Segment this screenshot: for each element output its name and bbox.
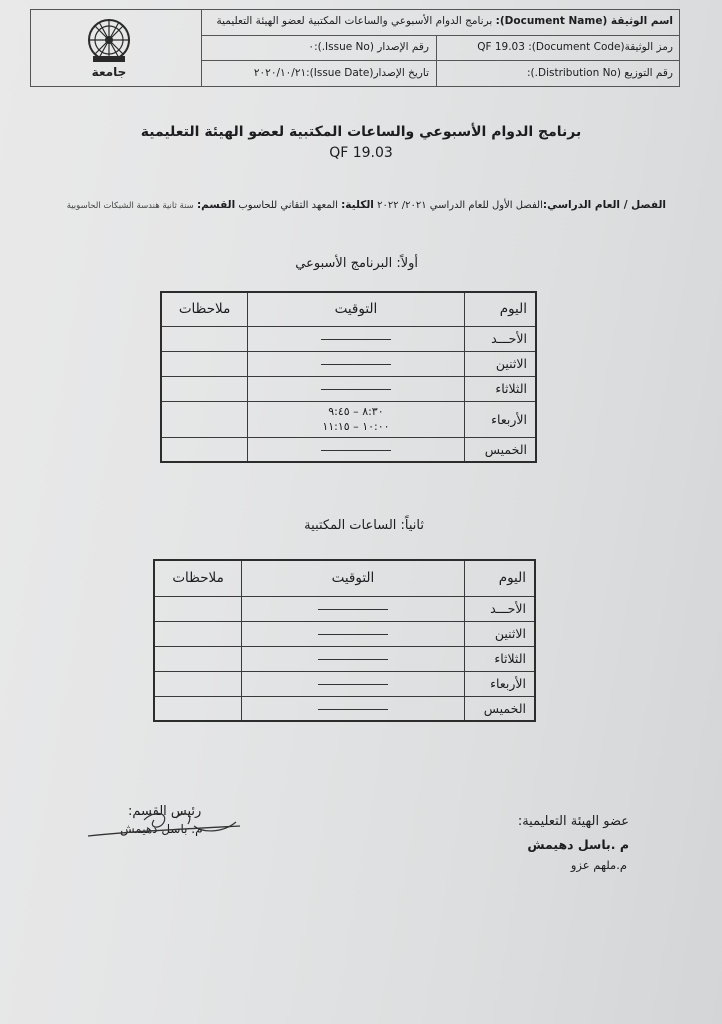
table-row: [161, 376, 536, 401]
empty-time-line: [321, 450, 391, 451]
table-row: [161, 351, 536, 376]
notes-cell: [154, 621, 242, 646]
day-cell: الاثنين: [464, 621, 535, 646]
office-hours-table: [153, 559, 536, 722]
table-row: [154, 671, 535, 696]
empty-time-line: [318, 659, 388, 660]
notes-cell: [154, 646, 242, 671]
handwritten-signature-icon: [84, 808, 254, 848]
distribution-row: [527, 67, 673, 79]
time-cell: [248, 326, 465, 351]
column-header-day: اليوم: [464, 292, 536, 326]
day-cell: الثلاثاء: [464, 376, 536, 401]
empty-time-line: [321, 364, 391, 365]
notes-cell: [161, 401, 248, 437]
notes-cell: [154, 671, 242, 696]
table-row: [154, 646, 535, 671]
notes-cell: [161, 326, 248, 351]
table-row: [161, 401, 536, 437]
notes-cell: [154, 696, 242, 721]
document-header-table: [30, 9, 680, 87]
table-row: [154, 621, 535, 646]
table-row: [161, 437, 536, 462]
issue-date-row: [254, 67, 429, 79]
doc-name-row: [216, 15, 673, 27]
doc-name-value: برنامج الدوام الأسبوعي والساعات المكتبية لعضو الهيئة التعليمية: [216, 15, 493, 27]
dept-value: سنة ثانية هندسة الشبكات الحاسوبية: [66, 201, 194, 211]
time-cell: [248, 401, 465, 437]
doc-code-value: QF 19.03: [477, 41, 525, 53]
time-cell: [242, 621, 465, 646]
day-cell: الأحـــد: [464, 326, 536, 351]
dept-label: القسم:: [196, 199, 236, 211]
day-cell: الأربعاء: [464, 671, 535, 696]
empty-time-line: [318, 709, 388, 710]
college-label: الكلية:: [341, 199, 374, 211]
empty-time-line: [318, 609, 388, 610]
issue-date-value: ٢٠٢٠/١٠/٢١: [253, 67, 307, 79]
time-cell: [248, 351, 465, 376]
notes-cell: [154, 596, 242, 621]
empty-time-line: [318, 634, 388, 635]
day-cell: الثلاثاء: [464, 646, 535, 671]
issue-no-value: ٠: [308, 41, 315, 53]
time-cell: [242, 596, 465, 621]
notes-cell: [161, 437, 248, 462]
head-name: م. باسل دهيمش: [120, 822, 203, 836]
issue-date-label: تاريخ الإصدار(Issue Date):: [306, 67, 429, 79]
table-row: [161, 326, 536, 351]
issue-no-row: [308, 41, 429, 53]
time-cell: [242, 646, 465, 671]
issue-no-label: رقم الإصدار (Issue No.):: [314, 41, 429, 53]
column-header-day: اليوم: [464, 560, 535, 596]
table-header-row: [154, 560, 535, 596]
head-signature-label: رئيس القسم:: [128, 804, 202, 819]
time-cell: [242, 671, 465, 696]
course-meta: [67, 199, 666, 211]
table-row: [154, 596, 535, 621]
doc-name-label: اسم الوثيقة (Document Name):: [495, 15, 673, 27]
empty-time-line: [321, 389, 391, 390]
member-name-1: م .باسل دهيمش: [527, 837, 629, 852]
table-header-row: [161, 292, 536, 326]
day-cell: الخميس: [464, 437, 536, 462]
day-cell: الخميس: [464, 696, 535, 721]
weekly-schedule-table: [160, 291, 537, 463]
day-cell: الأحـــد: [464, 596, 535, 621]
page-subtitle: QF 19.03: [329, 145, 393, 161]
column-header-notes: ملاحظات: [161, 292, 248, 326]
member-name-2: م.ملهم عزو: [570, 858, 627, 872]
notes-cell: [161, 376, 248, 401]
distribution-label: رقم التوزيع (Distribution No.):: [527, 67, 673, 79]
page-title: برنامج الدوام الأسبوعي والساعات المكتبية لعضو الهيئة التعليمية: [140, 124, 582, 140]
empty-time-line: [321, 339, 391, 340]
doc-code-label: رمز الوثيقة(Document Code):: [528, 41, 673, 53]
column-header-time: التوقيت: [242, 560, 465, 596]
doc-code-row: [477, 41, 673, 53]
time-cell: [248, 376, 465, 401]
term-value: الفصل الأول للعام الدراسي ٢٠٢١/ ٢٠٢٢: [377, 200, 543, 211]
college-value: المعهد التقاني للحاسوب: [238, 200, 338, 211]
time-slot: ٨:٣٠ – ٩:٤٥: [328, 405, 384, 418]
term-label: الفصل / العام الدراسي:: [542, 199, 666, 211]
time-cell: [248, 437, 465, 462]
column-header-time: التوقيت: [248, 292, 465, 326]
logo-text: جامعة: [91, 65, 127, 79]
time-cell: [242, 696, 465, 721]
time-slot: ١٠:٠٠ – ١١:١٥: [322, 420, 390, 433]
logo-cell: [31, 10, 202, 86]
day-cell: الأربعاء: [464, 401, 536, 437]
office-hours-heading: ثانياً: الساعات المكتبية: [304, 518, 424, 533]
day-cell: الاثنين: [464, 351, 536, 376]
column-header-notes: ملاحظات: [154, 560, 242, 596]
weekly-heading: أولاً: البرنامج الأسبوعي: [295, 256, 418, 271]
table-row: [154, 696, 535, 721]
notes-cell: [161, 351, 248, 376]
empty-time-line: [318, 684, 388, 685]
member-signature-label: عضو الهيئة التعليمية:: [517, 814, 629, 829]
